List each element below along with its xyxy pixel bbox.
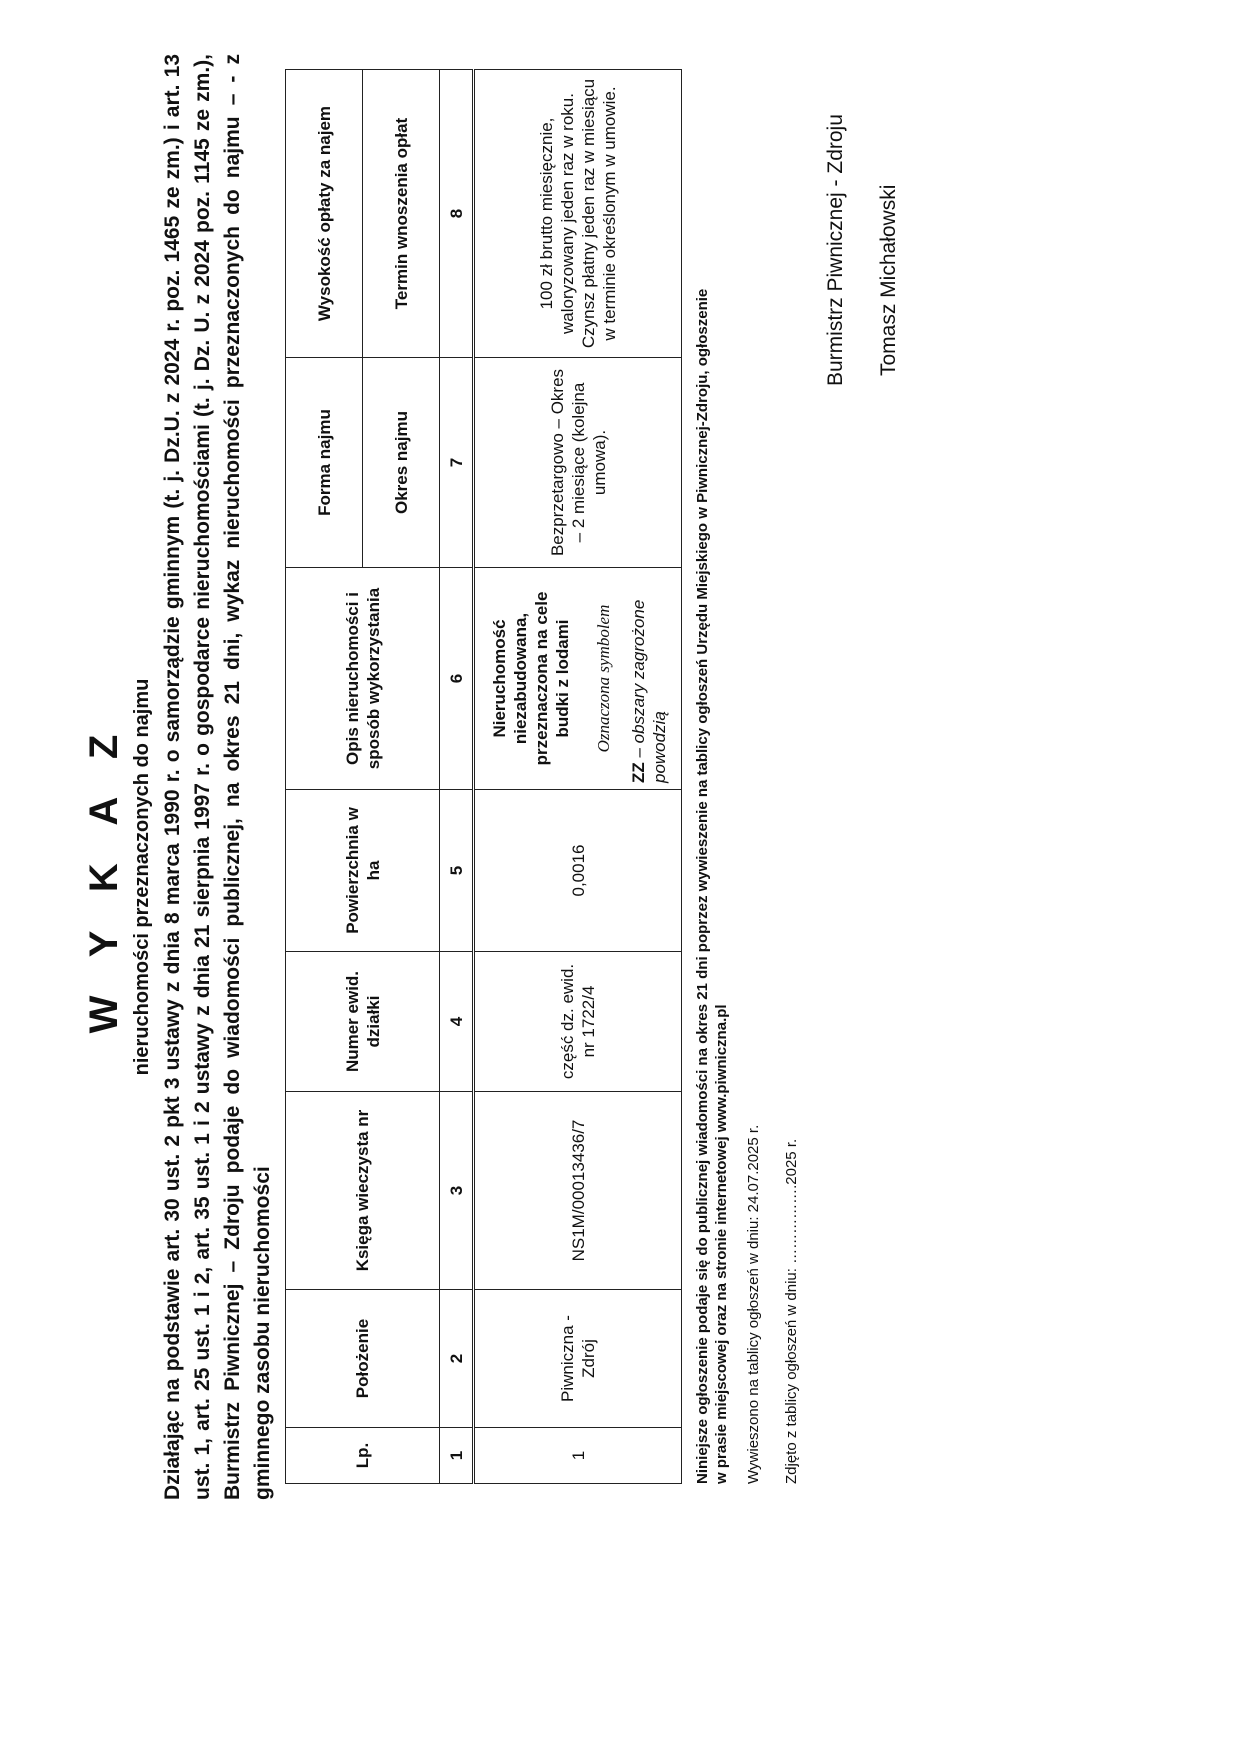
document-subtitle: nieruchomości przeznaczonych do najmu: [131, 678, 153, 1076]
description-symbol-note: Oznaczona symbolem: [593, 604, 613, 753]
header-rental-fee: Wysokość opłaty za najem: [286, 70, 363, 358]
flood-zone-text: – obszary zagrożone powodzią: [628, 599, 669, 783]
cell-location: Piwniczna - Zdrój: [474, 1290, 682, 1428]
column-number: 4: [440, 952, 474, 1092]
cell-lp: 1: [474, 1428, 682, 1484]
signature-office: Burmistrz Piwnicznej - Zdroju: [824, 114, 847, 386]
column-number: 6: [440, 568, 474, 790]
header-lp: Lp.: [286, 1428, 440, 1484]
property-table: [285, 69, 682, 1484]
signature-name: Tomasz Michałowski: [877, 184, 900, 376]
description-main: Nieruchomość niezabudowana, przeznaczona na cele budki z lodami: [489, 591, 572, 766]
column-number: 2: [440, 1290, 474, 1428]
header-area: Powierzchnia w ha: [286, 790, 440, 952]
cell-land-register: NS1M/00013436/7: [474, 1092, 682, 1290]
header-payment-term: Termin wnoszenia opłat: [363, 70, 440, 358]
header-plot-number: Numer ewid. działki: [286, 952, 440, 1092]
table-row: [474, 70, 682, 1484]
header-rental-form: Forma najmu: [286, 358, 363, 568]
cell-rental-fee: 100 zł brutto miesięcznie, waloryzowany jeden raz w roku. Czynsz płatny jeden raz w miesiącu w terminie określonym w umowie.: [474, 70, 682, 358]
description-flood-zone: [628, 574, 670, 783]
document-title: W Y K A Z: [82, 720, 126, 1034]
cell-plot-number: część dz. ewid. nr 1722/4: [474, 952, 682, 1092]
header-rental-period: Okres najmu: [363, 358, 440, 568]
posted-date: Wywieszono na tablicy ogłoszeń w dniu: 24.07.2025 r.: [745, 1124, 762, 1484]
column-number-row: [440, 70, 474, 1484]
header-location: Położenie: [286, 1290, 440, 1428]
column-number: 1: [440, 1428, 474, 1484]
table-header-row: [286, 70, 363, 1484]
column-number: 8: [440, 70, 474, 358]
cell-description: [474, 568, 682, 790]
header-land-register: Księga wieczysta nr: [286, 1092, 440, 1290]
flood-zone-code: ZZ: [628, 762, 648, 783]
column-number: 5: [440, 790, 474, 952]
column-number: 7: [440, 358, 474, 568]
header-description: Opis nieruchomości i sposób wykorzystania: [286, 568, 440, 790]
cell-rental-period: Bezprzetargowo – Okres – 2 miesiące (kolejna umowa).: [474, 358, 682, 568]
publication-note: Niniejsze ogłoszenie podaje się do publicznej wiadomości na okres 21 dni poprzez wywieszenie na tablicy ogłoszeń Urzędu Miejskiego w Piwnicznej-Zdroju, ogłoszenie w prasie miejscowej oraz na stronie internetowej www.piwniczna.pl: [694, 288, 730, 1484]
removed-date: Zdjęto z tablicy ogłoszeń w dniu: …………….2025 r.: [783, 1138, 800, 1484]
legal-basis-paragraph: Działając na podstawie art. 30 ust. 2 pkt 3 ustawy z dnia 8 marca 1990 r. o samorządzie gminnym (t. j. Dz.U. z 2024 r. poz. 1465 ze zm.) i art. 13 ust. 1, art. 25 ust. 1 i 2, art. 35 ust. 1 i 2 ustawy z dnia 21 sierpnia 1997 r. o gospodarce nieruchomościami (t. j. Dz. U. z 2024 poz. 1145 ze zm.), Burmistrz Piwnicznej – Zdroju podaje do wiadomości publicznej, na okres 21 dni, wykaz nieruchomości przeznaczonych do najmu – - z gminnego zasobu nieruchomości: [161, 54, 274, 1500]
cell-area: 0,0016: [474, 790, 682, 952]
column-number: 3: [440, 1092, 474, 1290]
